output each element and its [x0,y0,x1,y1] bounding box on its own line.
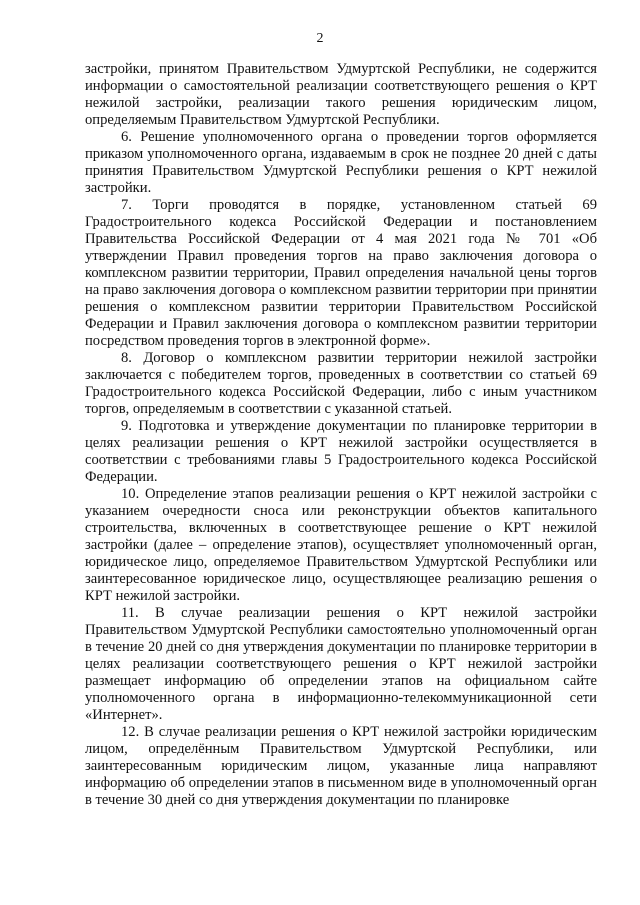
paragraph-6: 6. Решение уполномоченного органа о проведении торгов оформляется приказом уполномоченного органа, издаваемым в срок не позднее 20 дней с даты принятия Правительством Удмуртской Республики решения о КРТ нежилой застройки. [85,129,597,196]
paragraph-continuation: застройки, принятом Правительством Удмуртской Республики, не содержится информации о самостоятельной реализации соответствующего решения о КРТ нежилой застройки, реализации такого решения юридическим лицом, определяемым Правительством Удмуртской Республики. [85,61,597,128]
paragraph-11: 11. В случае реализации решения о КРТ нежилой застройки Правительством Удмуртской Республики самостоятельно уполномоченный орган в течение 20 дней со дня утверждения документации по планировке территории в целях реализации соответствующего решения о КРТ нежилой застройки размещает информацию об определении этапов на официальном сайте уполномоченного органа в информационно-телекоммуникационной сети «Интернет». [85,605,597,723]
paragraph-7: 7. Торги проводятся в порядке, установленном статьей 69 Градостроительного кодекса Российской Федерации и постановлением Правительства Российской Федерации от 4 мая 2021 года № 701 «Об утверждении Правил проведения торгов на право заключения договора о комплексном развитии территории, Правил определения начальной цены торгов на право заключения договора о комплексном развитии территории при принятии решения о комплексном развитии территории Правительством Российской Федерации и Правил заключения договора о комплексном развитии территории посредством проведения торгов в электронной форме». [85,197,597,349]
paragraph-10: 10. Определение этапов реализации решения о КРТ нежилой застройки с указанием очередности сноса или реконструкции объектов капитального строительства, включенных в соответствующее решение о КРТ нежилой застройки (далее – определение этапов), осуществляет уполномоченный орган, юридическое лицо, определяемое Правительством Удмуртской Республики или заинтересованное юридическое лицо, осуществляющее реализацию решения о КРТ нежилой застройки. [85,486,597,604]
paragraph-9: 9. Подготовка и утверждение документации по планировке территории в целях реализации решения о КРТ нежилой застройки осуществляется в соответствии с требованиями главы 5 Градостроительного кодекса Российской Федерации. [85,418,597,485]
paragraph-12: 12. В случае реализации решения о КРТ нежилой застройки юридическим лицом, определённым Правительством Удмуртской Республики, или заинтересованным юридическим лицом, указанные лица направляют информацию об определении этапов в письменном виде в уполномоченный орган в течение 30 дней со дня утверждения документации по планировке [85,724,597,808]
document-body [85,61,597,809]
page-number: 2 [316,31,324,46]
paragraph-8: 8. Договор о комплексном развитии территории нежилой застройки заключается с победителем торгов, проведенных в соответствии со статьей 69 Градостроительного кодекса Российской Федерации, либо с иным участником торгов, определяемым в соответствии с указанной статьей. [85,350,597,417]
